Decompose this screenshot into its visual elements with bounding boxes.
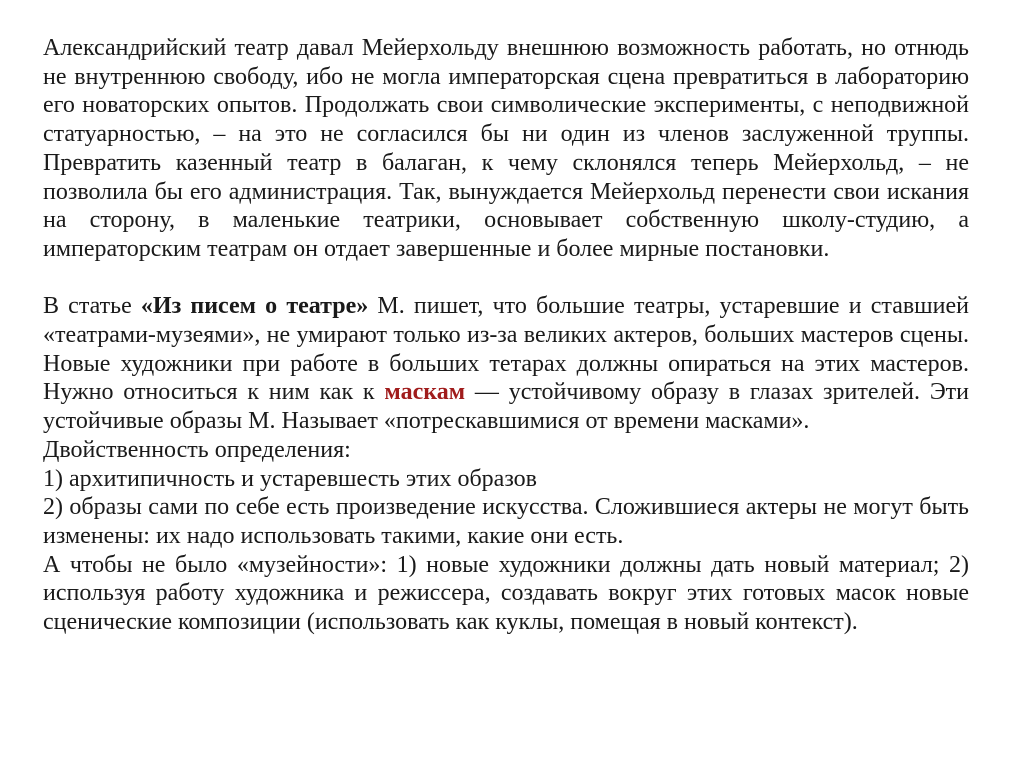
list-item-point-2: 2) образы сами по себе есть произведение искусства. Сложившиеся актеры не могут быть изменены: их надо использовать такими, какие они есть. [43,494,969,549]
list-item-point-1: 1) архитипичность и устаревшесть этих образов [43,465,538,492]
conclusion-paragraph: А чтобы не было «музейности»: 1) новые художники должны дать новый материал; 2) используя работу художника и режиссера, создавать вокруг этих готовых масок новые сценические композиции (использовать как куклы, помещая в новый контекст). [43,551,969,636]
paragraph-alexandrinsky: Александрийский театр давал Мейерхольду внешнюю возможность работать, но отнюдь не внутреннюю свободу, ибо не могла императорская сцена превратиться в лабораторию его новаторских опытов. Продолжать свои символические эксперименты, с неподвижной статуарностью, – на это не согласился бы ни один из членов заслуженной труппы. Превратить казенный театр в балаган, к чему склонялся теперь Мейерхольд, – не позволила бы его администрация. Так, вынуждается Мейерхольд перенести свои искания на сторону, в маленькие театрики, основывает собственную школу-студию, а императорским театрам он отдает завершенные и более мирные постановки. [43,35,969,262]
highlighted-term-masks: маскам [384,379,466,406]
paragraph2-middle: М. пишет, что большие театры, устаревшие и ставшией «театрами-музеями», не умирают только из-за великих актеров, больших мастеров сцены. Новые художники при работе в больших тетарах должны опираться на этих мастеров. Нужно относиться к ним как к [43,293,969,406]
paragraph2-suffix: — устойчивому образу в глазах зрителей. Эти устойчивые образы М. Называет «потрескавшимися от времени масками». [43,379,969,435]
paragraph2-prefix: В статье [43,293,141,320]
paragraph-spacer [43,264,969,293]
paragraph-letters-about-theatre [43,292,969,436]
slide-content [43,34,969,637]
article-title: «Из писем о театре» [140,293,369,320]
duality-heading: Двойственность определения: [43,436,351,463]
